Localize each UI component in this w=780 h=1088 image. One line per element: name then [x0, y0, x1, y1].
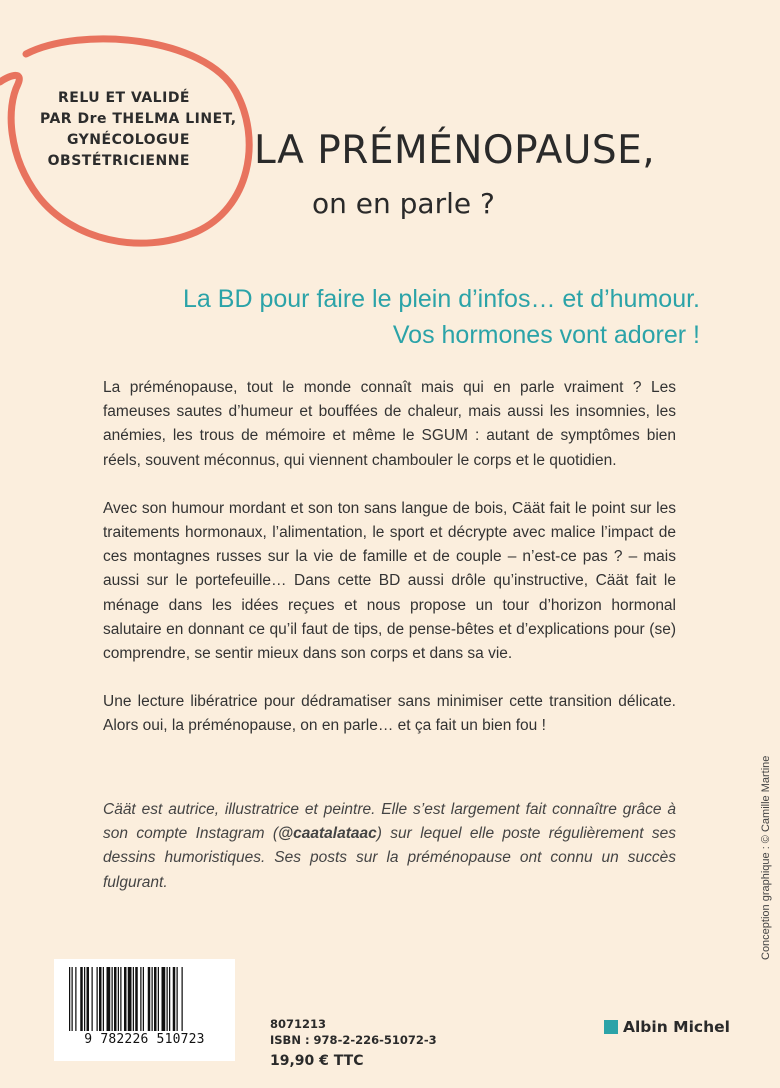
book-subtitle: on en parle ? [312, 187, 495, 220]
blurb-paragraph: Avec son humour mordant et son ton sans langue de bois, Cäät fait le point sur les traitements hormonaux, l’alimentation, le sport et décrypte avec malice l’impact de ces montagnes russes sur la vie de famille et de couple – n’est-ce pas ? – mais aussi sur le portefeuille… Dans cette BD aussi drôle qu’instructive, Cäät fait le ménage dans les idées reçues et nous propose un tour d’horizon hormonal salutaire en donnant ce qu’il faut de tips, de pense-bêtes et d’explications pour (se) comprendre, se sentir mieux dans son corps et dans sa vie. [103, 499, 676, 663]
blurb-paragraph: Une lecture libératrice pour dédramatiser sans minimiser cette transition délicate. Alors oui, la préménopause, on en parle… et ça fait un bien fou ! [103, 693, 676, 735]
blurb-paragraph: La préménopause, tout le monde connaît mais qui en parle vraiment ? Les fameuses sautes d’humeur et bouffées de chaleur, mais aussi les insomnies, les anémies, les trous de mémoire et même le SGUM : autant de symptômes bien réels, souvent méconnus, qui viennent chambouler le corps et le quotidien. [103, 379, 676, 469]
design-credit: Conception graphique : © Camille Martine [760, 755, 772, 960]
author-bio [103, 798, 676, 895]
badge-line: PAR Dre THELMA LINET, [40, 111, 237, 127]
publisher-square-icon [604, 1020, 618, 1034]
blurb [103, 376, 676, 763]
bio-text-end: ) sur lequel elle poste régulièrement ses dessins humoristiques. Ses posts sur la préménopause ont connu un succès fulgurant. [103, 825, 676, 891]
instagram-handle[interactable]: @caatalataac [278, 825, 377, 843]
barcode [54, 959, 235, 1061]
tagline-line-1: La BD pour faire le plein d’infos… et d’humour. [183, 285, 700, 313]
bio-text-start: Cäät est autrice, illustratrice et peintre. Elle s’est largement fait connaître grâce à son compte Instagram ( [103, 801, 676, 843]
publisher-name: Albin Michel [623, 1018, 730, 1036]
tagline-line-2: Vos hormones vont adorer ! [392, 321, 700, 349]
badge-line: GYNÉCOLOGUE [66, 132, 190, 148]
isbn: ISBN : 978-2-226-51072-3 [270, 1033, 437, 1047]
barcode-bars [67, 967, 222, 1031]
badge-line: RELU ET VALIDÉ [57, 90, 190, 106]
badge-line: OBSTÉTRICIENNE [47, 153, 190, 169]
book-meta [270, 1016, 437, 1072]
barcode-number: 9 782226 510723 [84, 1032, 205, 1047]
book-title: LA PRÉMÉNOPAUSE, [254, 128, 656, 173]
publisher-logo [604, 1018, 730, 1036]
price: 19,90 € TTC [270, 1053, 364, 1069]
tagline [60, 281, 700, 353]
validation-badge [40, 88, 237, 172]
product-code: 8071213 [270, 1017, 327, 1031]
